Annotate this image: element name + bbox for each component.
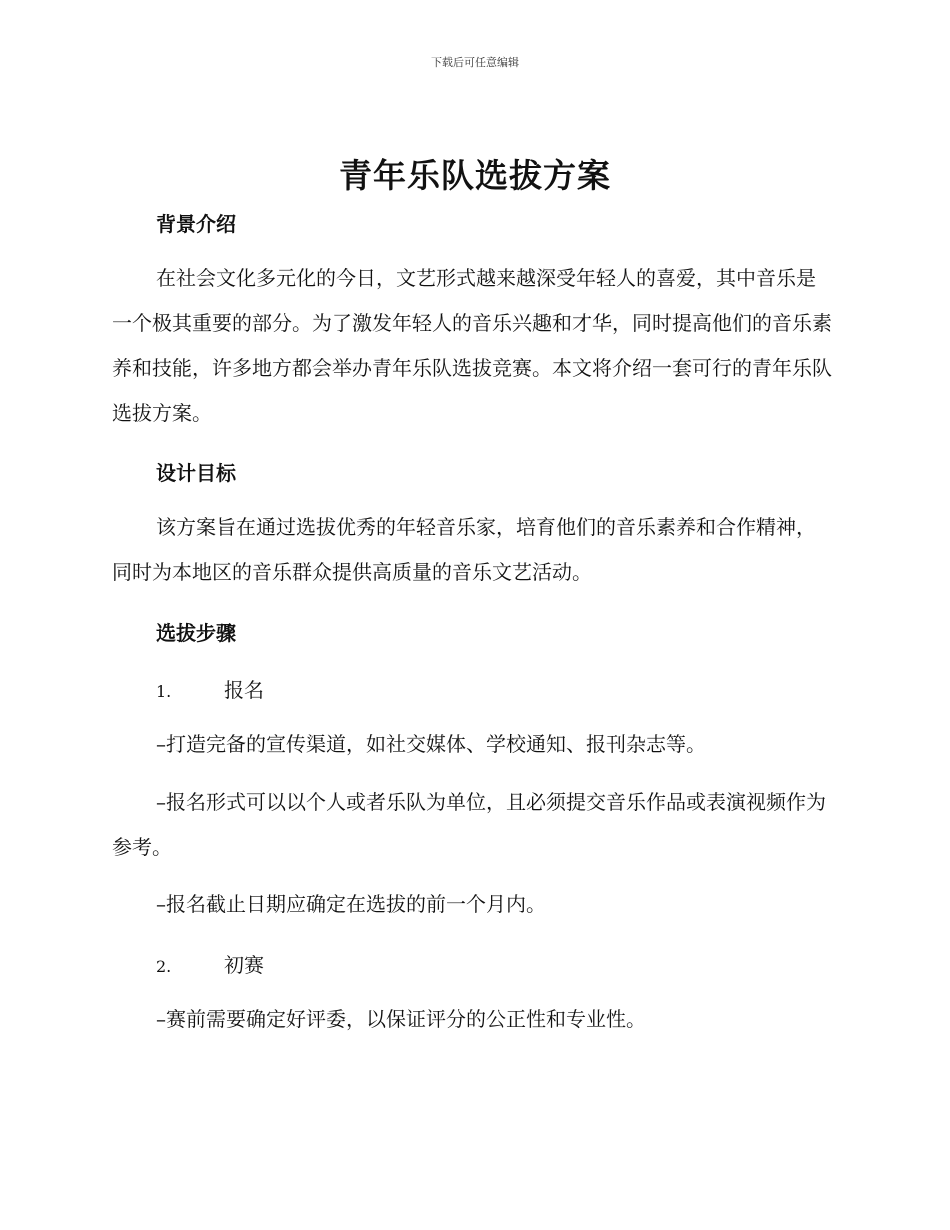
header-note: 下载后可任意编辑 bbox=[431, 56, 519, 69]
bullet-text: 赛前需要确定好评委，以保证评分的公正性和专业性。 bbox=[166, 1007, 646, 1031]
section-paragraph-goal bbox=[112, 505, 832, 595]
bullet-step2-1 bbox=[112, 997, 832, 1042]
bullet-text: 报名形式可以以个人或者乐队为单位，且必须提交音乐作品或表演视频作为参考。 bbox=[112, 790, 826, 859]
list-number: 2. bbox=[156, 957, 172, 976]
section-heading-goal: 设计目标 bbox=[156, 461, 236, 485]
bullet-marker: – bbox=[156, 732, 166, 756]
bullet-step1-2 bbox=[112, 780, 832, 870]
paragraph-text: 在社会文化多元化的今日，文艺形式越来越深受年轻人的喜爱，其中音乐是一个极其重要的部分。为了激发年轻人的音乐兴趣和才华，同时提高他们的音乐素养和技能，许多地方都会举办青年乐队选拔竞赛。本文将介绍一套可行的青年乐队选拔方案。 bbox=[112, 266, 832, 425]
list-item-title: 初赛 bbox=[224, 953, 264, 977]
bullet-marker: – bbox=[156, 892, 166, 916]
section-heading-background: 背景介绍 bbox=[156, 212, 236, 236]
list-number: 1. bbox=[156, 682, 172, 701]
bullet-text: 打造完备的宣传渠道，如社交媒体、学校通知、报刊杂志等。 bbox=[166, 732, 706, 756]
section-heading-steps: 选拔步骤 bbox=[156, 621, 236, 645]
bullet-step1-3 bbox=[112, 882, 832, 927]
paragraph-text: 该方案旨在通过选拔优秀的年轻音乐家，培育他们的音乐素养和合作精神，同时为本地区的音乐群众提供高质量的音乐文艺活动。 bbox=[112, 515, 816, 584]
list-item-title: 报名 bbox=[224, 678, 264, 702]
document-title: 青年乐队选拔方案 bbox=[339, 156, 611, 195]
bullet-marker: – bbox=[156, 790, 166, 814]
list-item-step-2 bbox=[156, 949, 264, 978]
bullet-text: 报名截止日期应确定在选拔的前一个月内。 bbox=[166, 892, 546, 916]
section-paragraph-background bbox=[112, 256, 832, 436]
bullet-marker: – bbox=[156, 1007, 166, 1031]
list-item-step-1 bbox=[156, 674, 264, 703]
bullet-step1-1 bbox=[112, 722, 832, 767]
